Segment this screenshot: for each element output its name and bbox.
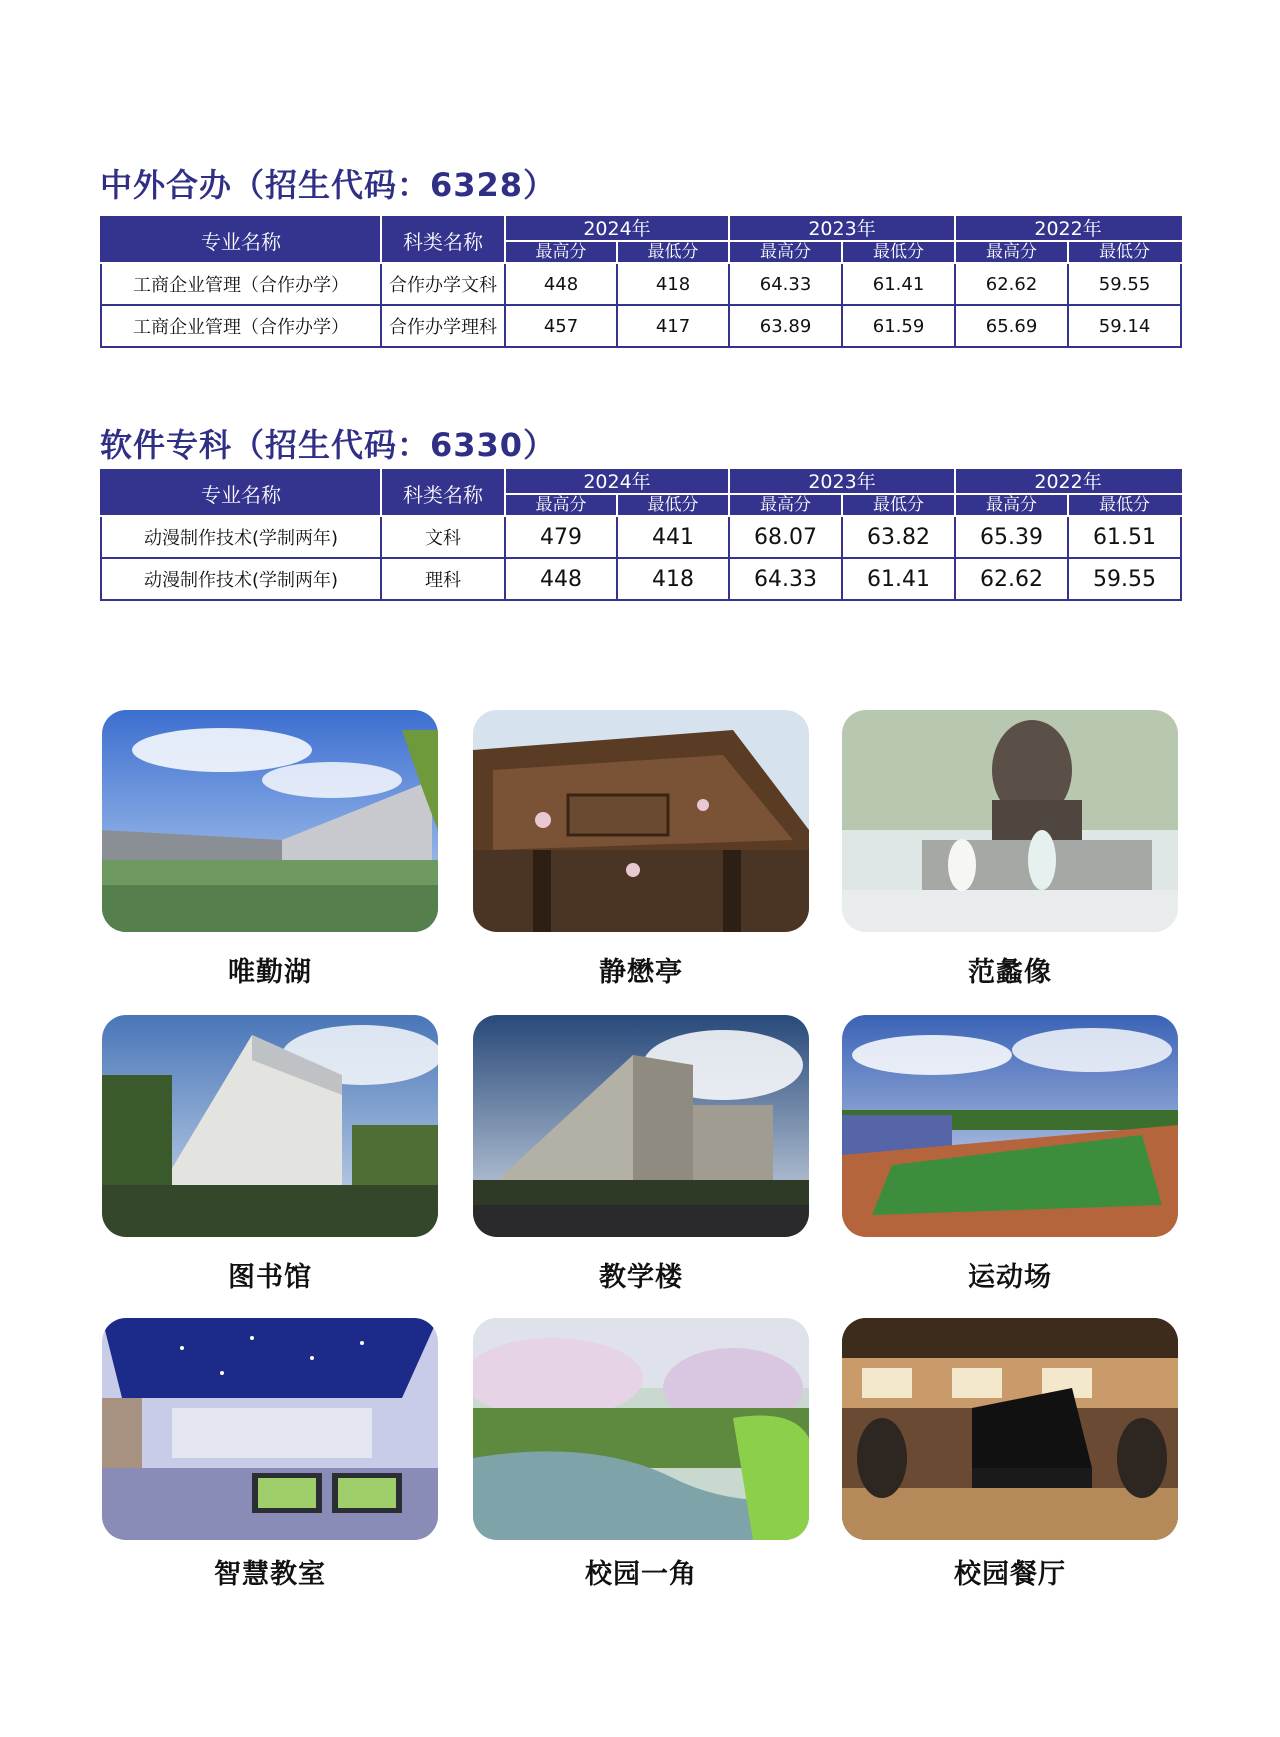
caption: 教学楼 [599,1262,683,1293]
header-min: 最低分 [842,241,955,263]
header-min: 最低分 [1068,241,1181,263]
caption: 校园一角 [585,1559,697,1590]
cell-score: 65.69 [955,305,1068,347]
header-min: 最低分 [842,494,955,516]
header-max: 最高分 [729,494,842,516]
header-year: 2024年 [505,217,729,241]
cell-major: 工商企业管理（合作办学） [101,263,381,305]
cell-category: 文科 [381,516,505,558]
cell-score: 65.39 [955,516,1068,558]
cell-score: 417 [617,305,729,347]
header-max: 最高分 [729,241,842,263]
cell-score: 63.82 [842,516,955,558]
header-year: 2022年 [955,217,1181,241]
cell-score: 63.89 [729,305,842,347]
header-max: 最高分 [955,241,1068,263]
caption: 图书馆 [228,1262,312,1293]
cell-score: 441 [617,516,729,558]
section-title-cooperative: 中外合办（招生代码：6328） [100,166,557,204]
header-category: 科类名称 [381,217,505,263]
cell-score: 61.51 [1068,516,1181,558]
caption: 运动场 [968,1262,1052,1293]
cell-score: 418 [617,558,729,600]
caption: 静懋亭 [599,957,683,988]
cell-score: 64.33 [729,558,842,600]
section-title-software: 软件专科（招生代码：6330） [100,426,557,464]
cell-score: 61.41 [842,558,955,600]
cell-score: 64.33 [729,263,842,305]
header-max: 最高分 [955,494,1068,516]
table-row [101,516,1181,558]
cell-score: 61.59 [842,305,955,347]
photo-lake [102,710,438,932]
cell-category: 理科 [381,558,505,600]
photo-pavilion [473,710,809,932]
cell-score: 59.55 [1068,558,1181,600]
header-year: 2023年 [729,217,955,241]
photo-stadium [842,1015,1178,1237]
score-table-software [100,469,1182,601]
photo-campus-restaurant [842,1318,1178,1540]
header-year: 2022年 [955,470,1181,494]
cell-score: 457 [505,305,617,347]
cell-score: 448 [505,263,617,305]
cell-score: 68.07 [729,516,842,558]
cell-score: 62.62 [955,558,1068,600]
header-year: 2024年 [505,470,729,494]
score-table-cooperative [100,216,1182,348]
photo-teaching-building [473,1015,809,1237]
caption: 智慧教室 [214,1559,326,1590]
cell-score: 59.14 [1068,305,1181,347]
photo-statue [842,710,1178,932]
cell-score: 418 [617,263,729,305]
header-min: 最低分 [617,241,729,263]
header-major: 专业名称 [101,217,381,263]
header-major: 专业名称 [101,470,381,516]
header-min: 最低分 [617,494,729,516]
table-row [101,263,1181,305]
header-category: 科类名称 [381,470,505,516]
caption: 校园餐厅 [954,1559,1066,1590]
photo-smart-classroom [102,1318,438,1540]
cell-score: 479 [505,516,617,558]
cell-category: 合作办学文科 [381,263,505,305]
table-row [101,305,1181,347]
photo-library [102,1015,438,1237]
cell-major: 动漫制作技术(学制两年) [101,516,381,558]
cell-score: 61.41 [842,263,955,305]
table-row [101,558,1181,600]
header-max: 最高分 [505,241,617,263]
cell-major: 工商企业管理（合作办学） [101,305,381,347]
photo-campus-corner [473,1318,809,1540]
header-year: 2023年 [729,470,955,494]
header-max: 最高分 [505,494,617,516]
header-min: 最低分 [1068,494,1181,516]
cell-category: 合作办学理科 [381,305,505,347]
cell-score: 59.55 [1068,263,1181,305]
cell-score: 62.62 [955,263,1068,305]
caption: 唯勤湖 [228,957,312,988]
cell-major: 动漫制作技术(学制两年) [101,558,381,600]
caption: 范蠡像 [968,957,1052,988]
cell-score: 448 [505,558,617,600]
